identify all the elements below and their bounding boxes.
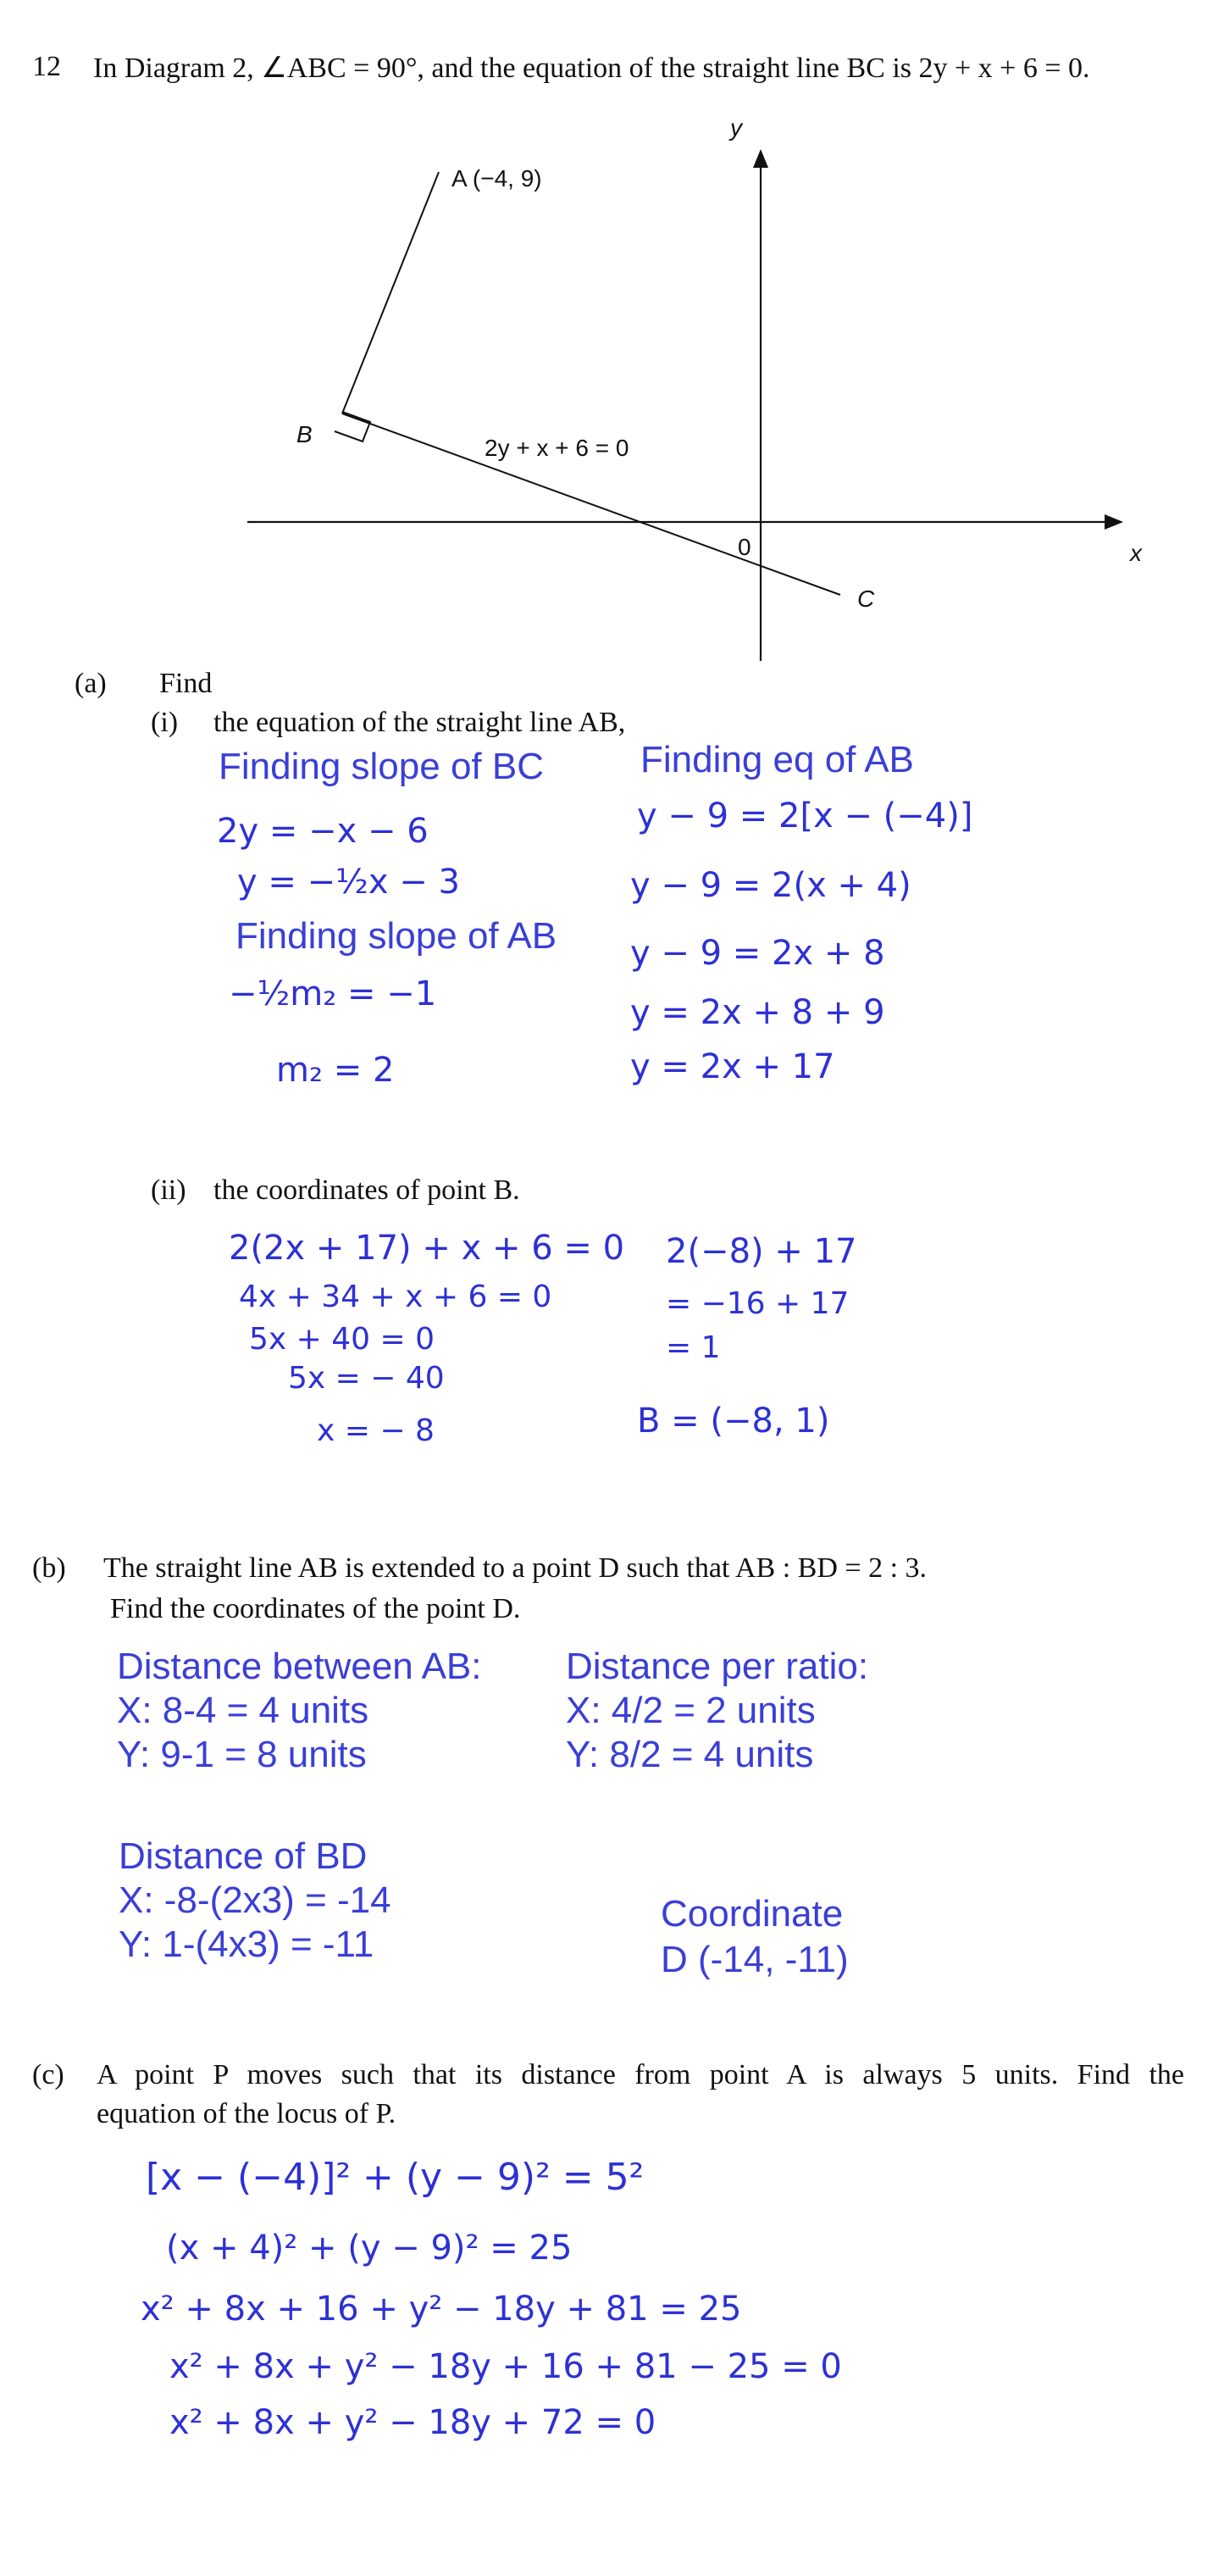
dist-ab-title: Distance between AB: xyxy=(117,1646,482,1687)
y-axis-label: y xyxy=(730,114,742,141)
coord-b-line2: 4x + 34 + x + 6 = 0 xyxy=(239,1280,552,1314)
coord-b-line1: 2(2x + 17) + x + 6 = 0 xyxy=(229,1229,625,1268)
per-ratio-title: Distance per ratio: xyxy=(566,1646,869,1687)
eq-ab-title: Finding eq of AB xyxy=(640,739,914,780)
coord-b-right-line1: 2(−8) + 17 xyxy=(666,1232,857,1271)
x-axis-arrow-icon xyxy=(1105,514,1123,530)
slope-ab-title: Finding slope of AB xyxy=(235,915,557,957)
dist-bd-title: Distance of BD xyxy=(119,1835,368,1877)
part-b-text2: Find the coordinates of the point D. xyxy=(110,1593,521,1624)
question-intro: In Diagram 2, ∠ABC = 90°, and the equation of the straight line BC is 2y + x + 6 = 0. xyxy=(93,53,1090,84)
eq-ab-line3: y − 9 = 2x + 8 xyxy=(630,934,885,973)
diagram-2 xyxy=(0,102,1213,678)
eq-ab-line2: y − 9 = 2(x + 4) xyxy=(630,866,911,905)
part-c-text1: A point P moves such that its distance from point A is always 5 units. Find the xyxy=(97,2059,1184,2090)
right-angle-marker xyxy=(335,412,370,441)
part-c-text2: equation of the locus of P. xyxy=(97,2098,396,2129)
part-a-i-label: (i) xyxy=(151,707,179,738)
dist-bd-y: Y: 1-(4x3) = -11 xyxy=(119,1924,374,1965)
part-c-label: (c) xyxy=(32,2059,64,2090)
point-b-label: B xyxy=(296,421,313,447)
coord-b-line5: x = − 8 xyxy=(317,1413,435,1448)
eq-ab-line5: y = 2x + 17 xyxy=(630,1047,835,1086)
locus-line4: x² + 8x + y² − 18y + 16 + 81 − 25 = 0 xyxy=(169,2347,842,2386)
coord-b-line3: 5x + 40 = 0 xyxy=(249,1322,435,1357)
dist-ab-x: X: 8-4 = 4 units xyxy=(117,1690,369,1731)
point-c-label: C xyxy=(857,586,875,612)
per-ratio-x: X: 4/2 = 2 units xyxy=(566,1690,816,1731)
locus-line2: (x + 4)² + (y − 9)² = 25 xyxy=(166,2229,573,2268)
point-a-label: A (−4, 9) xyxy=(451,165,542,192)
line-bc-label: 2y + x + 6 = 0 xyxy=(485,435,629,461)
coordinate-value: D (-14, -11) xyxy=(661,1939,849,1980)
part-a-heading: Find xyxy=(159,668,213,699)
per-ratio-y: Y: 8/2 = 4 units xyxy=(566,1734,814,1775)
eq-ab-line4: y = 2x + 8 + 9 xyxy=(630,993,885,1032)
origin-label: 0 xyxy=(738,534,751,560)
part-a-label: (a) xyxy=(75,668,107,699)
part-a-ii-text: the coordinates of point B. xyxy=(213,1174,520,1206)
line-ab xyxy=(342,172,439,414)
locus-line3: x² + 8x + 16 + y² − 18y + 81 = 25 xyxy=(141,2290,742,2329)
part-b-label: (b) xyxy=(32,1552,66,1584)
coordinate-title: Coordinate xyxy=(661,1893,844,1935)
slope-bc-line1: 2y = −x − 6 xyxy=(217,812,429,851)
locus-line5: x² + 8x + y² − 18y + 72 = 0 xyxy=(169,2403,656,2442)
slope-bc-line2: y = −½x − 3 xyxy=(237,863,460,902)
coord-b-line4: 5x = − 40 xyxy=(288,1361,445,1396)
part-a-ii-label: (ii) xyxy=(151,1174,186,1206)
slope-ab-line2: m₂ = 2 xyxy=(276,1051,395,1090)
coord-b-right-line2: = −16 + 17 xyxy=(666,1286,850,1321)
locus-line1: [x − (−4)]² + (y − 9)² = 5² xyxy=(146,2156,645,2199)
part-a-i-text: the equation of the straight line AB, xyxy=(213,707,626,738)
slope-ab-line1: −½m₂ = −1 xyxy=(229,974,437,1013)
dist-ab-y: Y: 9-1 = 8 units xyxy=(117,1734,367,1775)
coord-b-right-line3: = 1 xyxy=(666,1330,721,1365)
y-axis-arrow-icon xyxy=(753,149,768,168)
dist-bd-x: X: -8-(2x3) = -14 xyxy=(119,1879,391,1921)
slope-bc-title: Finding slope of BC xyxy=(219,746,544,787)
eq-ab-line1: y − 9 = 2[x − (−4)] xyxy=(637,797,973,836)
part-b-text1: The straight line AB is extended to a point D such that AB : BD = 2 : 3. xyxy=(103,1552,928,1584)
coord-b-result: B = (−8, 1) xyxy=(637,1402,830,1441)
x-axis-label: x xyxy=(1130,540,1142,566)
question-number: 12 xyxy=(32,51,61,82)
